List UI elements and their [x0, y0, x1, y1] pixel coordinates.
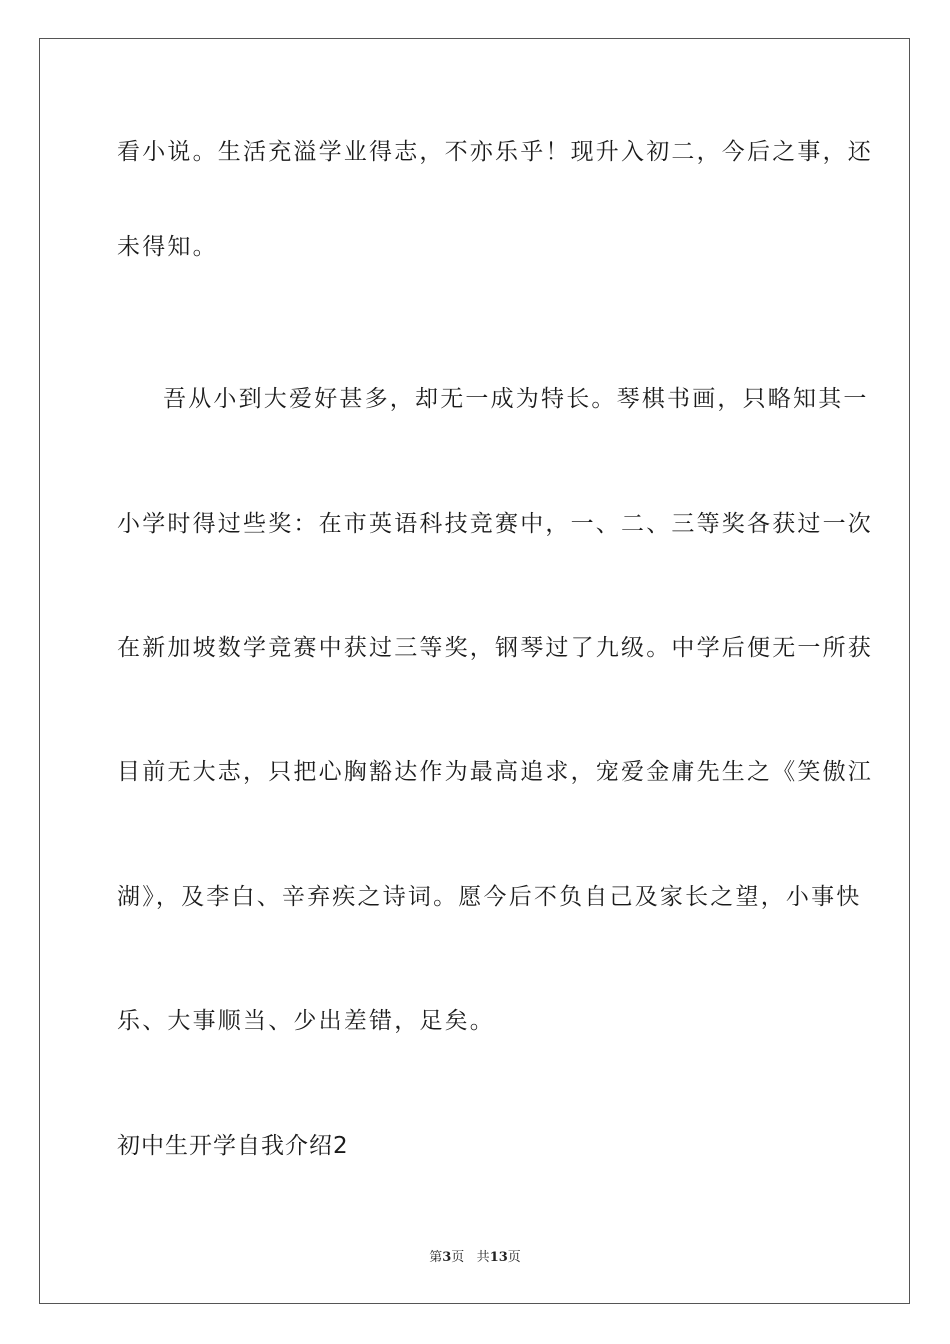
- section-heading: 初中生开学自我介绍2: [117, 1133, 349, 1159]
- body-text-line-5: 在新加坡数学竞赛中获过三等奖，钢琴过了九级。中学后便无一所获: [117, 635, 873, 661]
- footer-page-suffix: 页: [451, 1250, 465, 1265]
- body-text-line-1: 看小说。生活充溢学业得志，不亦乐乎！现升入初二，今后之事，还: [117, 139, 873, 165]
- body-text-line-3: 吾从小到大爱好甚多，却无一成为特长。琴棋书画，只略知其一: [163, 386, 869, 412]
- footer-total-suffix: 页: [507, 1250, 521, 1265]
- page-border: [39, 38, 910, 1304]
- footer-page-current: 3: [442, 1250, 452, 1265]
- body-text-line-6: 目前无大志，只把心胸豁达作为最高追求，宠爱金庸先生之《笑傲江: [117, 759, 873, 785]
- body-text-line-8: 乐、大事顺当、少出差错，足矣。: [117, 1008, 495, 1034]
- footer-total-prefix: 共: [476, 1250, 490, 1265]
- body-text-line-2: 未得知。: [117, 234, 218, 260]
- page-footer: [0, 1246, 950, 1265]
- footer-page-prefix: 第: [429, 1250, 443, 1265]
- body-text-line-4: 小学时得过些奖：在市英语科技竞赛中，一、二、三等奖各获过一次: [117, 511, 873, 537]
- body-text-line-7: 湖》，及李白、辛弃疾之诗词。愿今后不负自己及家长之望，小事快: [117, 884, 862, 910]
- footer-page-total: 13: [489, 1250, 508, 1265]
